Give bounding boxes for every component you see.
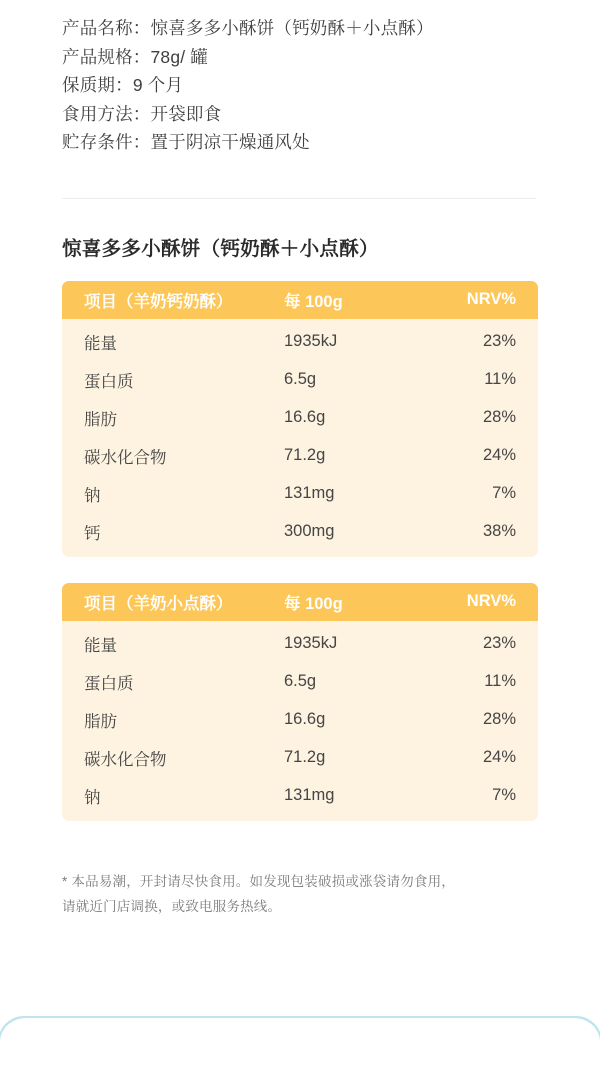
cell-item: 能量 — [84, 636, 117, 655]
cell-item: 钠 — [84, 486, 101, 505]
cell-nrv: 28% — [482, 408, 516, 426]
spec-row — [62, 71, 538, 100]
cell-per100g: 131mg — [284, 484, 335, 502]
cell-nrv: 7% — [492, 786, 516, 804]
table-row — [62, 323, 538, 361]
column-header-item: 项目（羊奶钙奶酥） — [84, 292, 233, 311]
footnote-line-1: * 本品易潮，开封请尽快食用。如发现包装破损或涨袋请勿食用， — [62, 873, 456, 889]
cell-per100g: 71.2g — [284, 446, 326, 464]
cell-item: 能量 — [84, 334, 117, 353]
column-header-nrv: NRV% — [466, 592, 516, 610]
cell-item: 碳水化合物 — [84, 448, 167, 467]
spec-value: 置于阴凉干燥通风处 — [150, 132, 310, 152]
spec-label: 保质期： — [62, 75, 133, 95]
cell-item: 钙 — [84, 524, 101, 543]
page-title: 惊喜多多小酥饼（钙奶酥＋小点酥） — [62, 237, 379, 260]
cell-nrv: 11% — [484, 370, 516, 388]
cell-item: 蛋白质 — [84, 674, 134, 693]
cell-per100g: 16.6g — [284, 710, 326, 728]
cell-per100g: 131mg — [284, 786, 335, 804]
cell-nrv: 24% — [482, 748, 516, 766]
cell-item: 钠 — [84, 788, 101, 807]
cell-per100g: 6.5g — [284, 370, 317, 388]
cell-nrv: 23% — [482, 634, 516, 652]
spec-row — [62, 14, 538, 43]
table-row — [62, 625, 538, 663]
cell-per100g: 1935kJ — [284, 332, 338, 350]
table-row — [62, 437, 538, 475]
spec-label: 贮存条件： — [62, 132, 151, 152]
cell-per100g: 71.2g — [284, 748, 326, 766]
table-row — [62, 513, 538, 551]
table-row — [62, 739, 538, 777]
spec-value: 9 个月 — [132, 75, 184, 95]
spec-row — [62, 128, 538, 157]
column-header-per100g: 每 100g — [284, 594, 343, 613]
bottom-card-edge — [0, 1016, 600, 1064]
footnote — [62, 869, 544, 919]
cell-per100g: 1935kJ — [284, 634, 338, 652]
cell-item: 蛋白质 — [84, 372, 134, 391]
table-row — [62, 663, 538, 701]
section-divider — [62, 198, 536, 199]
table-row — [62, 361, 538, 399]
footnote-line-2: 请就近门店调换，或致电服务热线。 — [62, 898, 282, 914]
cell-item: 碳水化合物 — [84, 750, 167, 769]
nutrition-table-calcium-milk — [62, 281, 538, 557]
nutrition-table-small-pastry — [62, 583, 538, 821]
cell-nrv: 38% — [482, 522, 516, 540]
cell-nrv: 11% — [484, 672, 516, 690]
table-header-row — [62, 281, 538, 319]
table-row — [62, 701, 538, 739]
spec-label: 食用方法： — [62, 103, 151, 124]
spec-value: 78g/ 罐 — [150, 46, 209, 67]
spec-value: 惊喜多多小酥饼（钙奶酥＋小点酥） — [150, 18, 434, 38]
column-header-per100g: 每 100g — [284, 292, 343, 311]
cell-per100g: 300mg — [284, 522, 335, 540]
cell-nrv: 24% — [482, 446, 516, 464]
spec-row — [62, 43, 538, 72]
product-spec-list — [62, 0, 538, 157]
column-header-nrv: NRV% — [466, 290, 516, 308]
cell-nrv: 28% — [482, 710, 516, 728]
spec-value: 开袋即食 — [150, 103, 222, 124]
spec-label: 产品规格： — [62, 46, 151, 67]
cell-item: 脂肪 — [84, 712, 117, 731]
table-row — [62, 399, 538, 437]
cell-nrv: 7% — [492, 484, 516, 502]
table-row — [62, 475, 538, 513]
spec-label: 产品名称： — [62, 18, 151, 38]
cell-item: 脂肪 — [84, 410, 117, 429]
table-header-row — [62, 583, 538, 621]
cell-per100g: 16.6g — [284, 408, 326, 426]
column-header-item: 项目（羊奶小点酥） — [84, 594, 233, 613]
cell-per100g: 6.5g — [284, 672, 317, 690]
spec-row — [62, 100, 538, 129]
cell-nrv: 23% — [482, 332, 516, 350]
table-row — [62, 777, 538, 815]
